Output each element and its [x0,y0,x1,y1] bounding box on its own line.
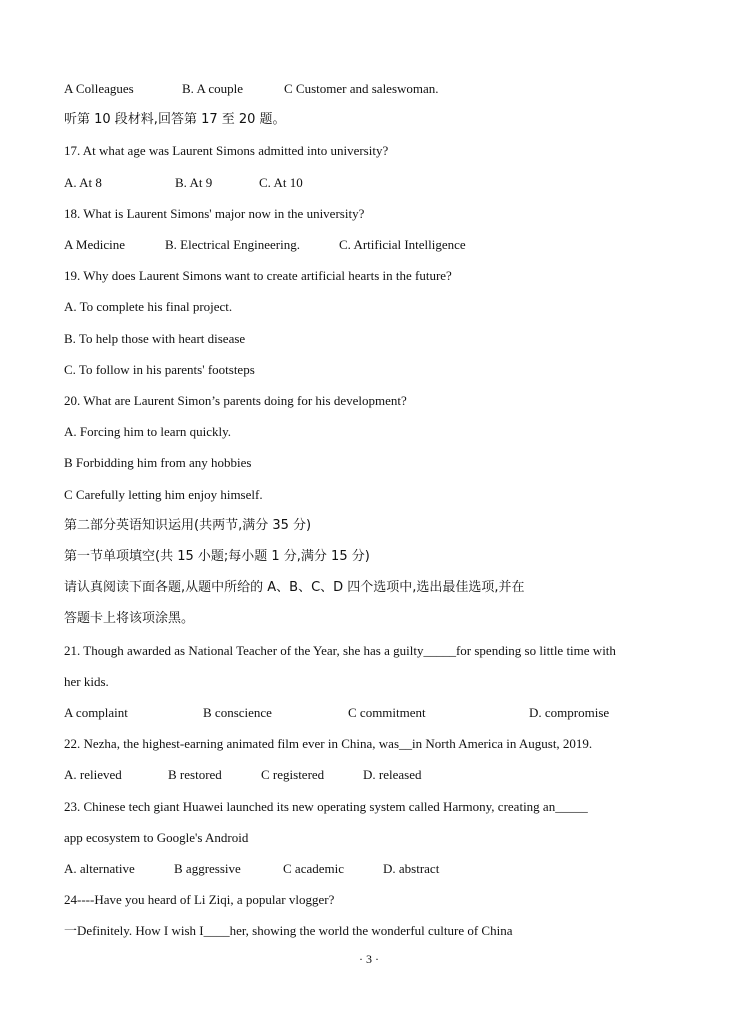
part-two-heading: 第二部分英语知识运用(共两节,满分 35 分) [64,518,312,533]
option-d: D. abstract [383,861,440,876]
option-a: A complaint [64,705,128,720]
option-a: A. alternative [64,861,135,876]
question-23-cont: app ecosystem to Google's Android [64,830,249,845]
question-22: 22. Nezha, the highest-earning animated film ever in China, was__in North America in August, 2019. [64,736,593,751]
option-a: A. relieved [64,767,122,782]
section-heading: 听第 10 段材料,回答第 17 至 20 题。 [64,112,286,127]
option-20-a: A. Forcing him to learn quickly. [64,424,232,439]
option-d: D. compromise [529,705,610,720]
option-20-b: B Forbidding him from any hobbies [64,455,252,470]
option-b: B. Electrical Engineering. [165,237,301,252]
option-d: D. released [363,767,422,782]
section-one-heading: 第一节单项填空(共 15 小题;每小题 1 分,满分 15 分) [64,549,370,564]
question-17: 17. At what age was Laurent Simons admitted into university? [64,143,389,158]
option-c: C academic [283,861,344,876]
option-b: B. At 9 [175,175,213,190]
option-b: B conscience [203,705,272,720]
question-24-reply: 一Definitely. How I wish I____her, showing the world the wonderful culture of China [64,923,513,938]
instructions-line-1: 请认真阅读下面各题,从题中所给的 A、B、C、D 四个选项中,选出最佳选项,并在 [64,580,525,595]
question-18: 18. What is Laurent Simons' major now in the university? [64,206,365,221]
instructions-line-2: 答题卡上将该项涂黑。 [64,611,195,626]
option-c: C commitment [348,705,426,720]
question-20: 20. What are Laurent Simon’s parents doing for his development? [64,393,407,408]
option-b: B aggressive [174,861,241,876]
option-c: C Customer and saleswoman. [284,81,439,96]
page-number: · 3 · [359,952,379,966]
option-19-a: A. To complete his final project. [64,299,233,314]
option-a: A Colleagues [64,81,134,96]
option-20-c: C Carefully letting him enjoy himself. [64,487,263,502]
question-19: 19. Why does Laurent Simons want to create artificial hearts in the future? [64,268,452,283]
question-23: 23. Chinese tech giant Huawei launched its new operating system called Harmony, creating an_____ [64,799,588,814]
option-b: B restored [168,767,222,782]
option-19-c: C. To follow in his parents' footsteps [64,362,255,377]
question-21-cont: her kids. [64,674,109,689]
option-a: A Medicine [64,237,126,252]
question-24: 24----Have you heard of Li Ziqi, a popular vlogger? [64,892,335,907]
question-21: 21. Though awarded as National Teacher of the Year, she has a guilty_____for spending so little time with [64,643,616,658]
option-b: B. A couple [182,81,244,96]
option-c: C. At 10 [259,175,303,190]
option-19-b: B. To help those with heart disease [64,331,246,346]
option-a: A. At 8 [64,175,102,190]
option-c: C registered [261,767,325,782]
option-c: C. Artificial Intelligence [339,237,466,252]
